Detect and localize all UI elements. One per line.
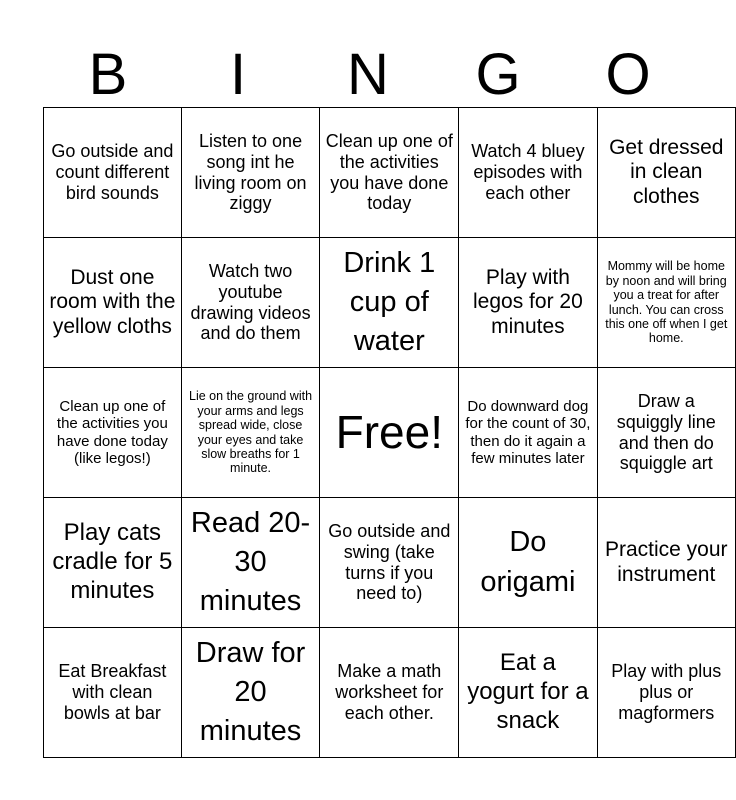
board-row <box>44 238 736 368</box>
header-letter-g: G <box>475 42 521 107</box>
bingo-cell[interactable]: Listen to one song int he living room on ziggy <box>181 108 320 238</box>
board-row <box>44 368 736 498</box>
bingo-cell[interactable]: Go outside and count different bird sounds <box>44 108 182 238</box>
free-space-cell[interactable]: Free! <box>320 368 459 498</box>
bingo-cell[interactable]: Dust one room with the yellow cloths <box>44 238 182 368</box>
bingo-cell[interactable]: Play with legos for 20 minutes <box>459 238 597 368</box>
header-letter-b: B <box>88 42 128 107</box>
bingo-cell[interactable]: Clean up one of the activities you have done today <box>320 108 459 238</box>
board-row <box>44 108 736 238</box>
bingo-cell[interactable]: Play with plus plus or magformers <box>597 628 735 758</box>
bingo-cell[interactable]: Drink 1 cup of water <box>320 238 459 368</box>
bingo-cell[interactable]: Mommy will be home by noon and will bring you a treat for after lunch. You can cross this one off when I get home. <box>597 238 735 368</box>
bingo-board <box>43 107 736 758</box>
bingo-cell[interactable]: Do origami <box>459 498 597 628</box>
bingo-cell[interactable]: Watch 4 bluey episodes with each other <box>459 108 597 238</box>
bingo-cell[interactable]: Do downward dog for the count of 30, then do it again a few minutes later <box>459 368 597 498</box>
bingo-cell[interactable]: Lie on the ground with your arms and legs spread wide, close your eyes and take slow breaths for 1 minute. <box>181 368 320 498</box>
bingo-cell[interactable]: Watch two youtube drawing videos and do them <box>181 238 320 368</box>
bingo-cell[interactable]: Clean up one of the activities you have done today (like legos!) <box>44 368 182 498</box>
header-letter-i: I <box>229 42 247 107</box>
bingo-cell[interactable]: Read 20-30 minutes <box>181 498 320 628</box>
bingo-cell[interactable]: Eat Breakfast with clean bowls at bar <box>44 628 182 758</box>
bingo-cell[interactable]: Play cats cradle for 5 minutes <box>44 498 182 628</box>
bingo-cell[interactable]: Draw for 20 minutes <box>181 628 320 758</box>
bingo-cell[interactable]: Go outside and swing (take turns if you need to) <box>320 498 459 628</box>
bingo-cell[interactable]: Get dressed in clean clothes <box>597 108 735 238</box>
bingo-header <box>43 44 693 106</box>
bingo-cell[interactable]: Practice your instrument <box>597 498 735 628</box>
board-row <box>44 498 736 628</box>
board-row <box>44 628 736 758</box>
bingo-cell[interactable]: Make a math worksheet for each other. <box>320 628 459 758</box>
header-letter-n: N <box>347 42 389 107</box>
bingo-cell[interactable]: Eat a yogurt for a snack <box>459 628 597 758</box>
header-letter-o: O <box>605 42 651 107</box>
bingo-cell[interactable]: Draw a squiggly line and then do squiggle art <box>597 368 735 498</box>
